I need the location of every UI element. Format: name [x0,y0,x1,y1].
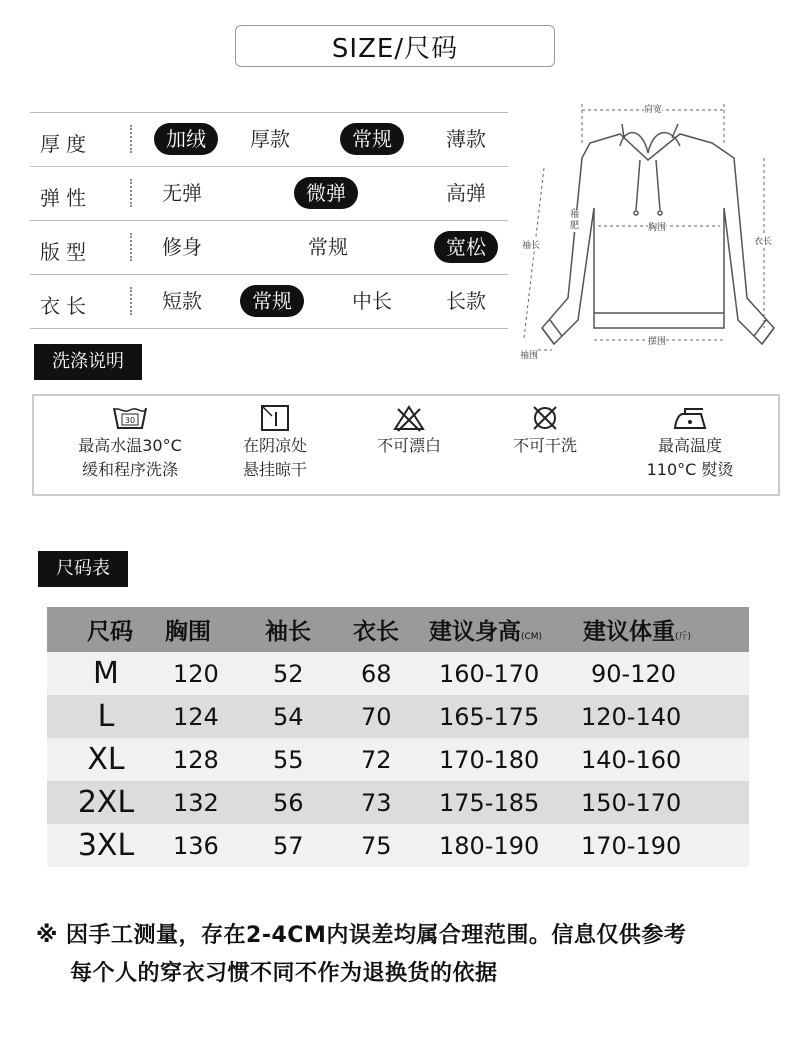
divider [130,179,132,207]
table-header-row [47,607,749,652]
label-cuff: 袖围 [520,348,538,361]
length-cell: 72 [345,738,429,781]
hoodie-diagram [512,98,782,368]
sleeve-cell: 54 [259,695,345,738]
option: 短款 [162,289,202,313]
col-header: 建议身高 [429,619,521,645]
care-line1: 最高温度 [657,436,722,455]
svg-text:30: 30 [124,416,136,425]
care-line2: 缓和程序洗涤 [81,460,178,479]
sleeve-cell: 57 [259,824,345,867]
label-hem: 摆围 [648,334,666,347]
option: 修身 [162,235,202,259]
option: 长款 [446,289,486,313]
care-header: 洗涤说明 [34,344,142,380]
attribute-table [30,112,508,329]
care-item-no-bleach [364,404,454,458]
length-cell: 70 [345,695,429,738]
divider [130,233,132,261]
unit-label: (CM) [521,632,543,642]
option-selected: 加绒 [154,123,218,155]
size-table [47,607,749,867]
divider [130,287,132,315]
col-header: 胸围 [165,607,259,652]
col-header: 尺码 [47,607,165,652]
weight-cell: 140-160 [579,738,749,781]
col-header-height [429,607,579,652]
length-cell: 68 [345,652,429,695]
divider [130,125,132,153]
table-row [47,824,749,867]
care-item-no-dry-clean [500,404,590,458]
care-line1: 不可漂白 [376,436,441,455]
care-line1: 在阴凉处 [242,436,307,455]
col-header: 建议体重 [583,619,675,645]
label-sleeve-width: 袖肥 [570,210,580,231]
attr-row-elasticity [30,167,508,221]
chest-cell: 132 [165,781,259,824]
note-line-1: ※ 因手工测量，存在2-4CM内误差均属合理范围。信息仅供参考 [36,923,687,948]
height-cell: 165-175 [429,695,579,738]
height-cell: 175-185 [429,781,579,824]
chest-cell: 120 [165,652,259,695]
option: 高弹 [446,181,486,205]
height-cell: 180-190 [429,824,579,867]
col-header: 衣长 [345,607,429,652]
option: 无弹 [162,181,202,205]
attr-label: 版型 [40,240,92,264]
size-cell: 2XL [47,781,165,824]
sleeve-cell: 56 [259,781,345,824]
length-cell: 75 [345,824,429,867]
page-title: SIZE/尺码 [235,25,555,67]
label-shoulder: 肩宽 [644,102,662,115]
table-row [47,695,749,738]
sleeve-cell: 52 [259,652,345,695]
col-header: 袖长 [259,607,345,652]
chest-cell: 128 [165,738,259,781]
hoodie-illustration [512,98,782,368]
size-cell: XL [47,738,165,781]
weight-cell: 120-140 [579,695,749,738]
size-cell: M [47,652,165,695]
col-header-weight [579,607,749,652]
care-line2: 悬挂晾干 [242,460,307,479]
height-cell: 170-180 [429,738,579,781]
attr-label: 弹性 [40,186,92,210]
chest-cell: 124 [165,695,259,738]
attr-row-thickness [30,112,508,167]
table-row [47,781,749,824]
care-item-hang-dry [230,404,320,482]
option: 厚款 [250,127,290,151]
care-item-iron [634,404,746,482]
size-cell: L [47,695,165,738]
wash-30-icon [112,404,148,432]
option-selected: 微弹 [294,177,358,209]
size-cell: 3XL [47,824,165,867]
attr-row-length [30,275,508,329]
height-cell: 160-170 [429,652,579,695]
care-box [32,394,780,496]
table-row [47,738,749,781]
attr-label: 厚度 [40,132,92,156]
sleeve-cell: 55 [259,738,345,781]
no-bleach-icon [393,404,425,432]
attr-row-fit [30,221,508,275]
option-selected: 常规 [340,123,404,155]
unit-label: (斤) [675,632,692,642]
option: 常规 [308,235,348,259]
weight-cell: 150-170 [579,781,749,824]
option-selected: 宽松 [434,231,498,263]
length-cell: 73 [345,781,429,824]
care-item-wash [70,404,190,482]
iron-icon [671,404,709,432]
option-selected: 常规 [240,285,304,317]
option: 中长 [352,289,392,313]
care-line2: 110°C 熨烫 [646,460,734,479]
care-line1: 不可干洗 [512,436,577,455]
table-row [47,652,749,695]
weight-cell: 90-120 [579,652,749,695]
weight-cell: 170-190 [579,824,749,867]
care-line1: 最高水温30°C [78,436,182,455]
chest-cell: 136 [165,824,259,867]
no-dry-clean-icon [529,404,561,432]
label-length: 衣长 [754,234,772,247]
note-line-2: 每个人的穿衣习惯不同不作为退换货的依据 [70,961,498,986]
option: 薄款 [446,127,486,151]
label-sleeve: 袖长 [522,238,540,251]
attr-label: 衣长 [40,294,92,318]
hang-dry-shade-icon [260,404,290,432]
size-chart-header: 尺码表 [38,551,128,587]
label-chest: 胸围 [648,220,666,233]
